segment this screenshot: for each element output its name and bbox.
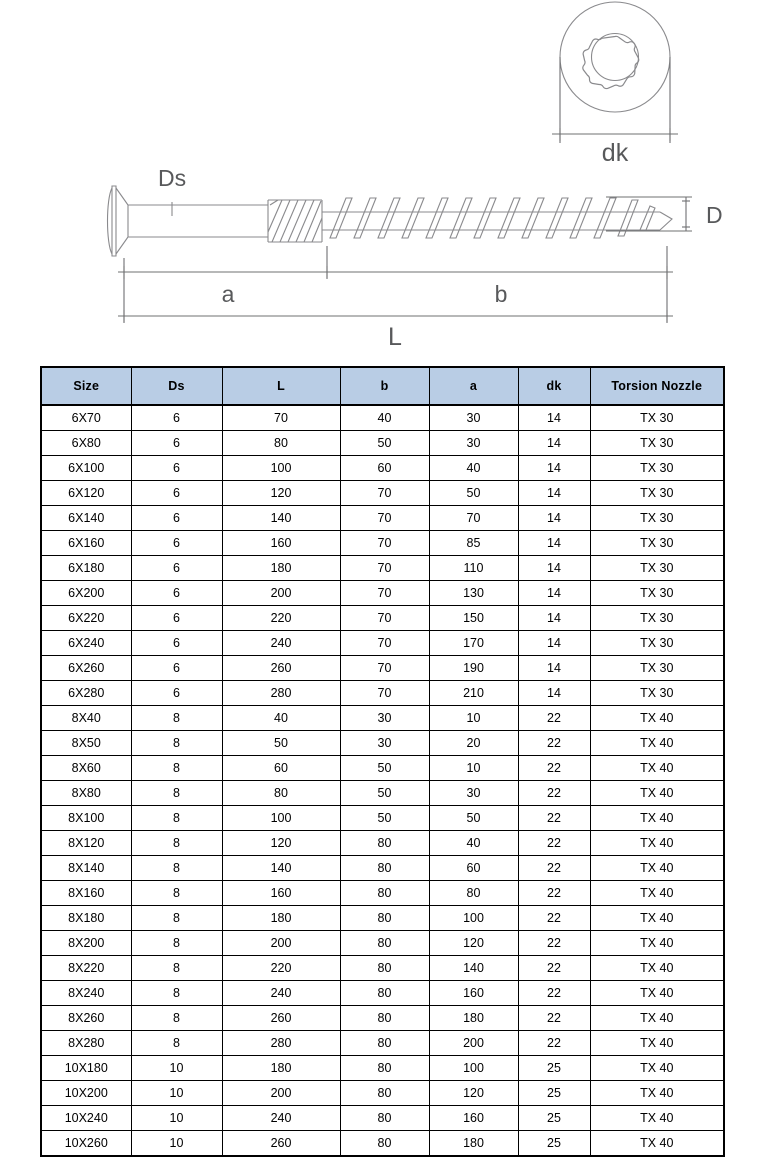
table-row	[41, 656, 724, 681]
table-cell: 260	[222, 1006, 340, 1031]
table-row	[41, 731, 724, 756]
table-cell: TX 40	[590, 1131, 724, 1157]
table-cell: 160	[429, 981, 518, 1006]
table-cell: 6	[131, 506, 222, 531]
torx-star-path	[583, 36, 639, 88]
table-cell: TX 40	[590, 1056, 724, 1081]
table-cell: 80	[340, 1031, 429, 1056]
table-cell: 14	[518, 531, 590, 556]
table-cell: 180	[222, 556, 340, 581]
table-cell: 8	[131, 856, 222, 881]
table-cell: 110	[429, 556, 518, 581]
table-cell: TX 40	[590, 981, 724, 1006]
table-cell: 8X60	[41, 756, 131, 781]
table-cell: 10	[429, 756, 518, 781]
table-cell: 140	[222, 506, 340, 531]
table-cell: 80	[340, 1106, 429, 1131]
table-cell: 6X80	[41, 431, 131, 456]
table-cell: 70	[340, 556, 429, 581]
table-cell: 220	[222, 956, 340, 981]
column-header-b: b	[340, 367, 429, 405]
torx-head-top-view	[560, 2, 670, 112]
table-cell: 40	[340, 405, 429, 431]
table-row	[41, 681, 724, 706]
table-cell: 10	[429, 706, 518, 731]
table-cell: TX 40	[590, 906, 724, 931]
table-cell: 70	[222, 405, 340, 431]
table-cell: 40	[429, 456, 518, 481]
table-cell: 6X240	[41, 631, 131, 656]
technical-drawing	[0, 0, 763, 358]
table-cell: 14	[518, 681, 590, 706]
table-cell: 80	[340, 906, 429, 931]
table-cell: 120	[222, 831, 340, 856]
table-cell: TX 30	[590, 481, 724, 506]
table-cell: 8X50	[41, 731, 131, 756]
table-cell: 170	[429, 631, 518, 656]
table-cell: 8	[131, 1006, 222, 1031]
table-cell: 22	[518, 906, 590, 931]
table-cell: TX 30	[590, 631, 724, 656]
table-cell: 22	[518, 981, 590, 1006]
table-cell: 14	[518, 506, 590, 531]
table-cell: 120	[429, 931, 518, 956]
dk-label: dk	[601, 139, 629, 167]
screw-shank	[152, 202, 268, 237]
table-row	[41, 1081, 724, 1106]
table-cell: 14	[518, 656, 590, 681]
table-cell: 80	[340, 1006, 429, 1031]
table-cell: TX 30	[590, 506, 724, 531]
table-cell: 130	[429, 581, 518, 606]
table-cell: 8X260	[41, 1006, 131, 1031]
table-cell: 180	[222, 906, 340, 931]
table-cell: 140	[429, 956, 518, 981]
table-cell: 10X260	[41, 1131, 131, 1157]
table-row	[41, 706, 724, 731]
table-cell: 80	[222, 431, 340, 456]
table-cell: 8X160	[41, 881, 131, 906]
table-cell: 280	[222, 1031, 340, 1056]
d-label: D	[706, 202, 723, 228]
column-header-l: L	[222, 367, 340, 405]
table-cell: 70	[340, 631, 429, 656]
table-cell: 8	[131, 881, 222, 906]
l-label: L	[388, 323, 402, 351]
table-row	[41, 831, 724, 856]
table-cell: 22	[518, 881, 590, 906]
table-cell: 8X240	[41, 981, 131, 1006]
table-cell: 14	[518, 606, 590, 631]
head-outer-circle	[560, 2, 670, 112]
table-cell: 22	[518, 831, 590, 856]
table-cell: 6	[131, 456, 222, 481]
table-cell: 70	[340, 581, 429, 606]
table-cell: 210	[429, 681, 518, 706]
table-cell: TX 30	[590, 405, 724, 431]
table-cell: 80	[340, 981, 429, 1006]
table-cell: 6X70	[41, 405, 131, 431]
table-cell: 140	[222, 856, 340, 881]
table-cell: 8	[131, 706, 222, 731]
table-cell: 50	[340, 756, 429, 781]
table-row	[41, 806, 724, 831]
table-cell: 6X180	[41, 556, 131, 581]
table-cell: 8X40	[41, 706, 131, 731]
table-cell: 6	[131, 431, 222, 456]
table-row	[41, 1106, 724, 1131]
table-cell: 8	[131, 906, 222, 931]
table-cell: 240	[222, 631, 340, 656]
table-cell: 200	[222, 581, 340, 606]
table-cell: 6	[131, 405, 222, 431]
table-row	[41, 456, 724, 481]
column-header-torsion: Torsion Nozzle	[590, 367, 724, 405]
table-cell: 14	[518, 405, 590, 431]
table-cell: 6X160	[41, 531, 131, 556]
table-row	[41, 756, 724, 781]
table-row	[41, 506, 724, 531]
table-header-row	[41, 367, 724, 405]
table-cell: 8	[131, 806, 222, 831]
table-cell: 50	[222, 731, 340, 756]
table-cell: 25	[518, 1106, 590, 1131]
table-cell: TX 30	[590, 556, 724, 581]
table-cell: 40	[429, 831, 518, 856]
table-cell: 8	[131, 756, 222, 781]
table-row	[41, 531, 724, 556]
screw-head-side-view	[108, 186, 153, 256]
table-cell: 240	[222, 1106, 340, 1131]
table-cell: 70	[340, 481, 429, 506]
table-cell: 80	[340, 1131, 429, 1157]
table-cell: 22	[518, 856, 590, 881]
table-cell: 70	[340, 656, 429, 681]
table-row	[41, 981, 724, 1006]
table-cell: TX 40	[590, 706, 724, 731]
table-row	[41, 431, 724, 456]
table-cell: TX 40	[590, 806, 724, 831]
length-dimensions	[118, 246, 673, 323]
table-cell: 6X140	[41, 506, 131, 531]
table-cell: TX 40	[590, 731, 724, 756]
table-cell: 6X100	[41, 456, 131, 481]
table-cell: 10X180	[41, 1056, 131, 1081]
table-cell: TX 30	[590, 581, 724, 606]
dk-dimension	[552, 57, 678, 143]
table-cell: 8	[131, 781, 222, 806]
table-cell: 70	[429, 506, 518, 531]
table-cell: 8	[131, 731, 222, 756]
table-row	[41, 956, 724, 981]
table-cell: 22	[518, 781, 590, 806]
table-cell: 50	[429, 806, 518, 831]
table-cell: 8X140	[41, 856, 131, 881]
column-header-dk: dk	[518, 367, 590, 405]
table-cell: TX 30	[590, 681, 724, 706]
table-cell: 80	[340, 956, 429, 981]
table-cell: 200	[429, 1031, 518, 1056]
table-row	[41, 856, 724, 881]
table-cell: 30	[429, 405, 518, 431]
table-cell: 30	[340, 706, 429, 731]
table-cell: 50	[340, 806, 429, 831]
table-cell: TX 40	[590, 931, 724, 956]
table-cell: 6X120	[41, 481, 131, 506]
table-cell: 180	[222, 1056, 340, 1081]
table-cell: 6	[131, 656, 222, 681]
torx-recess-outer-circle	[592, 34, 639, 81]
table-cell: TX 30	[590, 606, 724, 631]
table-cell: 14	[518, 556, 590, 581]
spec-table-container	[40, 366, 723, 1157]
table-cell: 70	[340, 506, 429, 531]
column-header-ds: Ds	[131, 367, 222, 405]
table-cell: 8X220	[41, 956, 131, 981]
table-cell: 40	[222, 706, 340, 731]
table-cell: 80	[340, 881, 429, 906]
table-cell: TX 40	[590, 881, 724, 906]
table-cell: 6	[131, 631, 222, 656]
table-cell: TX 40	[590, 1081, 724, 1106]
screw-thread	[322, 198, 672, 238]
table-cell: 6	[131, 606, 222, 631]
table-row	[41, 781, 724, 806]
table-cell: 70	[340, 606, 429, 631]
a-label: a	[221, 281, 235, 307]
table-row	[41, 1056, 724, 1081]
table-cell: 80	[340, 1081, 429, 1106]
table-cell: TX 30	[590, 531, 724, 556]
table-cell: 6X260	[41, 656, 131, 681]
table-cell: 14	[518, 456, 590, 481]
milling-rib-section	[268, 200, 322, 242]
table-row	[41, 1006, 724, 1031]
table-cell: 25	[518, 1056, 590, 1081]
table-cell: TX 40	[590, 956, 724, 981]
table-cell: 22	[518, 731, 590, 756]
table-cell: 100	[222, 456, 340, 481]
table-cell: 10X240	[41, 1106, 131, 1131]
table-cell: 200	[222, 931, 340, 956]
table-cell: 8	[131, 831, 222, 856]
table-cell: 20	[429, 731, 518, 756]
table-cell: 280	[222, 681, 340, 706]
column-header-a: a	[429, 367, 518, 405]
table-cell: 160	[222, 881, 340, 906]
table-cell: 8X80	[41, 781, 131, 806]
table-cell: 22	[518, 1031, 590, 1056]
table-cell: TX 30	[590, 456, 724, 481]
table-row	[41, 405, 724, 431]
table-cell: 220	[222, 606, 340, 631]
table-cell: 80	[340, 1056, 429, 1081]
table-cell: 25	[518, 1081, 590, 1106]
table-cell: 60	[429, 856, 518, 881]
table-cell: 190	[429, 656, 518, 681]
table-cell: 6X220	[41, 606, 131, 631]
table-cell: 240	[222, 981, 340, 1006]
table-cell: 22	[518, 956, 590, 981]
table-cell: 8X200	[41, 931, 131, 956]
table-cell: TX 40	[590, 856, 724, 881]
sharp-point-tip	[660, 212, 672, 230]
table-row	[41, 606, 724, 631]
table-row	[41, 931, 724, 956]
table-row	[41, 881, 724, 906]
table-cell: 6	[131, 481, 222, 506]
table-cell: 10	[131, 1081, 222, 1106]
table-cell: 14	[518, 581, 590, 606]
table-cell: 200	[222, 1081, 340, 1106]
table-cell: 150	[429, 606, 518, 631]
table-row	[41, 1031, 724, 1056]
table-cell: 14	[518, 481, 590, 506]
table-cell: 22	[518, 931, 590, 956]
table-cell: 50	[429, 481, 518, 506]
table-cell: 50	[340, 781, 429, 806]
table-cell: TX 40	[590, 781, 724, 806]
table-row	[41, 906, 724, 931]
table-cell: 14	[518, 431, 590, 456]
table-cell: 22	[518, 756, 590, 781]
table-cell: 160	[429, 1106, 518, 1131]
table-cell: 6	[131, 681, 222, 706]
table-cell: 22	[518, 806, 590, 831]
table-cell: 30	[429, 781, 518, 806]
table-cell: 10	[131, 1131, 222, 1157]
table-cell: 10	[131, 1056, 222, 1081]
table-cell: 160	[222, 531, 340, 556]
table-cell: 100	[222, 806, 340, 831]
table-cell: 70	[340, 531, 429, 556]
table-cell: 8	[131, 931, 222, 956]
table-cell: 8X180	[41, 906, 131, 931]
screw-size-specification-table	[40, 366, 725, 1157]
table-cell: 8X100	[41, 806, 131, 831]
table-cell: 8X120	[41, 831, 131, 856]
table-cell: 80	[340, 856, 429, 881]
table-cell: 10X200	[41, 1081, 131, 1106]
table-row	[41, 556, 724, 581]
table-cell: 100	[429, 906, 518, 931]
table-cell: 30	[429, 431, 518, 456]
table-cell: 80	[340, 831, 429, 856]
table-cell: 85	[429, 531, 518, 556]
table-cell: 14	[518, 631, 590, 656]
table-cell: 180	[429, 1006, 518, 1031]
table-cell: TX 40	[590, 831, 724, 856]
d-dimension	[606, 197, 692, 231]
table-cell: TX 40	[590, 1031, 724, 1056]
table-cell: 8X280	[41, 1031, 131, 1056]
table-cell: TX 30	[590, 431, 724, 456]
table-cell: 10	[131, 1106, 222, 1131]
table-cell: 22	[518, 1006, 590, 1031]
table-cell: 6	[131, 581, 222, 606]
table-cell: 8	[131, 981, 222, 1006]
table-cell: 30	[340, 731, 429, 756]
table-cell: 25	[518, 1131, 590, 1157]
table-cell: 70	[340, 681, 429, 706]
table-cell: 120	[429, 1081, 518, 1106]
table-row	[41, 481, 724, 506]
table-cell: 8	[131, 1031, 222, 1056]
table-cell: 22	[518, 706, 590, 731]
column-header-size: Size	[41, 367, 131, 405]
table-cell: TX 40	[590, 1006, 724, 1031]
table-cell: 50	[340, 431, 429, 456]
table-cell: 180	[429, 1131, 518, 1157]
table-cell: 100	[429, 1056, 518, 1081]
table-cell: 6	[131, 556, 222, 581]
table-cell: TX 40	[590, 756, 724, 781]
table-row	[41, 581, 724, 606]
table-cell: 80	[222, 781, 340, 806]
b-label: b	[494, 281, 508, 307]
table-cell: 6	[131, 531, 222, 556]
table-cell: 8	[131, 956, 222, 981]
table-cell: 6X280	[41, 681, 131, 706]
table-cell: 60	[222, 756, 340, 781]
table-cell: 260	[222, 656, 340, 681]
table-cell: 60	[340, 456, 429, 481]
table-cell: 260	[222, 1131, 340, 1157]
table-cell: TX 30	[590, 656, 724, 681]
table-cell: TX 40	[590, 1106, 724, 1131]
table-cell: 6X200	[41, 581, 131, 606]
ds-label: Ds	[158, 165, 187, 191]
table-cell: 120	[222, 481, 340, 506]
table-cell: 80	[340, 931, 429, 956]
table-row	[41, 1131, 724, 1157]
table-cell: 80	[429, 881, 518, 906]
table-row	[41, 631, 724, 656]
